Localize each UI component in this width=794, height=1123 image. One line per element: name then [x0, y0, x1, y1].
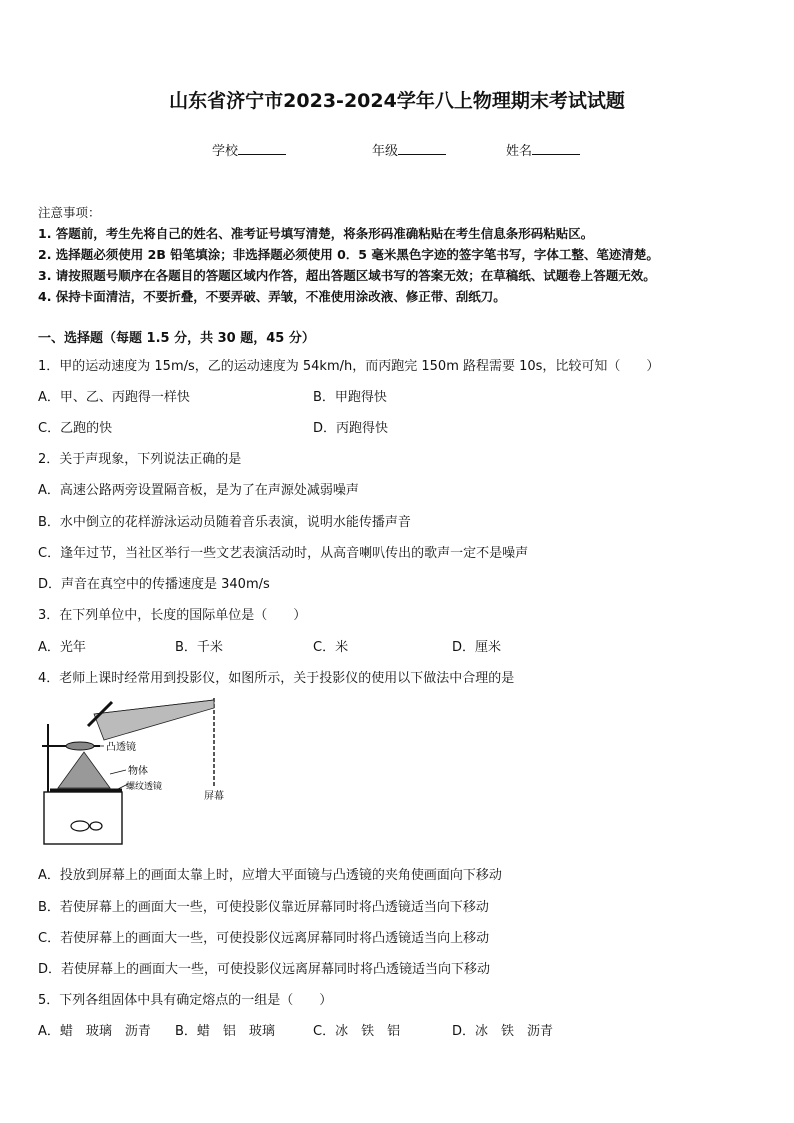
name-blank[interactable] — [532, 142, 580, 155]
question-5-option-b[interactable]: B．蜡 铝 玻璃 — [175, 1024, 275, 1039]
projector-diagram — [36, 694, 226, 846]
question-2-option-a[interactable]: A．高速公路两旁设置隔音板，是为了在声源处减弱噪声 — [38, 483, 359, 498]
question-4-option-a[interactable]: A．投放到屏幕上的画面太靠上时，应增大平面镜与凸透镜的夹角使画面向下移动 — [38, 868, 502, 883]
school-field — [212, 140, 286, 159]
question-1-option-a[interactable]: A．甲、乙、丙跑得一样快 — [38, 390, 190, 405]
fresnel-label: 螺纹透镜 — [126, 782, 163, 792]
notice-heading: 注意事项： — [38, 205, 101, 220]
notice-item: 3. 请按照题号顺序在各题目的答题区域内作答，超出答题区域书写的答案无效；在草稿纸、试题卷上答题无效。 — [38, 268, 656, 283]
question-3-option-b[interactable]: B．千米 — [175, 640, 223, 655]
question-2-option-d[interactable]: D．声音在真空中的传播速度是 340m/s — [38, 577, 270, 592]
school-blank[interactable] — [238, 142, 286, 155]
question-1-option-c[interactable]: C．乙跑的快 — [38, 421, 113, 436]
question-3-option-a[interactable]: A．光年 — [38, 640, 86, 655]
section-heading: 一、选择题（每题 1.5 分，共 30 题，45 分） — [38, 331, 315, 346]
question-5-option-a[interactable]: A．蜡 玻璃 沥青 — [38, 1024, 151, 1039]
question-3-stem: 3．在下列单位中，长度的国际单位是（ ） — [38, 608, 307, 623]
name-field — [506, 140, 580, 159]
grade-blank[interactable] — [398, 142, 446, 155]
grade-field — [372, 140, 446, 159]
name-label: 姓名 — [506, 144, 533, 159]
question-5-stem: 5．下列各组固体中具有确定熔点的一组是（ ） — [38, 993, 333, 1008]
grade-label: 年级 — [372, 144, 399, 159]
question-3-option-d[interactable]: D．厘米 — [452, 640, 502, 655]
question-5-option-d[interactable]: D．冰 铁 沥青 — [452, 1024, 554, 1039]
question-4-option-d[interactable]: D．若使屏幕上的画面大一些，可使投影仪远离屏幕同时将凸透镜适当向下移动 — [38, 962, 491, 977]
question-1-option-d[interactable]: D．丙跑得快 — [313, 421, 389, 436]
lens-label: 凸透镜 — [106, 742, 136, 753]
notice-item: 1. 答题前，考生先将自己的姓名、准考证号填写清楚，将条形码准确粘贴在考生信息条形码粘贴区。 — [38, 226, 594, 241]
question-4-stem: 4．老师上课时经常用到投影仪，如图所示，关于投影仪的使用以下做法中合理的是 — [38, 671, 515, 686]
question-2-option-b[interactable]: B．水中倒立的花样游泳运动员随着音乐表演，说明水能传播声音 — [38, 515, 411, 530]
question-4-option-b[interactable]: B．若使屏幕上的画面大一些，可使投影仪靠近屏幕同时将凸透镜适当向下移动 — [38, 900, 489, 915]
question-2-stem: 2．关于声现象，下列说法正确的是 — [38, 452, 242, 467]
notice-item: 4. 保持卡面清洁，不要折叠，不要弄破、弄皱，不准使用涂改液、修正带、刮纸刀。 — [38, 289, 506, 304]
question-2-option-c[interactable]: C．逢年过节，当社区举行一些文艺表演活动时，从高音喇叭传出的歌声一定不是噪声 — [38, 546, 529, 561]
school-label: 学校 — [212, 144, 239, 159]
question-5-option-c[interactable]: C．冰 铁 铝 — [313, 1024, 401, 1039]
object-label: 物体 — [128, 766, 148, 777]
notice-item: 2. 选择题必须使用 2B 铅笔填涂；非选择题必须使用 0．5 毫米黑色字迹的签字笔书写，字体工整、笔迹清楚。 — [38, 247, 659, 262]
question-3-option-c[interactable]: C．米 — [313, 640, 349, 655]
screen-label: 屏幕 — [204, 791, 224, 802]
question-1-option-b[interactable]: B．甲跑得快 — [313, 390, 387, 405]
question-1-stem: 1．甲的运动速度为 15m/s，乙的运动速度为 54km/h，而丙跑完 150m 路程需要 10s，比较可知（ ） — [38, 359, 660, 374]
page-title: 山东省济宁市2023-2024学年八上物理期末考试试题 — [169, 90, 625, 112]
question-4-option-c[interactable]: C．若使屏幕上的画面大一些，可使投影仪远离屏幕同时将凸透镜适当向上移动 — [38, 931, 490, 946]
